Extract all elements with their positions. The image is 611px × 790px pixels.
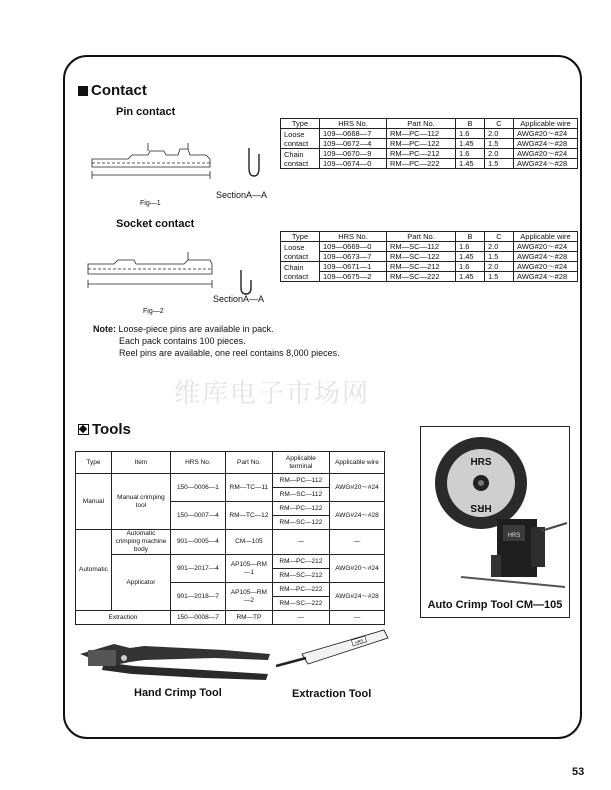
extraction-tool-caption: Extraction Tool xyxy=(292,688,372,700)
hrs-cell: 109—0670—9 xyxy=(320,149,387,159)
table-row xyxy=(281,252,578,262)
terminal-cell: RM—PC—212 xyxy=(272,555,329,569)
extraction-tool-mark: HRS xyxy=(354,637,364,646)
hrs-cell: 901—2018—7 xyxy=(170,583,225,611)
reel-label-bottom: HRS xyxy=(470,502,492,513)
c-cell: 1.5 xyxy=(485,159,514,169)
wire-cell: — xyxy=(329,611,384,625)
note-line: Reel pins are available, one reel contains 8,000 pieces. xyxy=(119,348,340,358)
square-bullet-icon xyxy=(78,86,88,96)
b-cell: 1.45 xyxy=(456,139,485,149)
table-row xyxy=(281,262,578,272)
socket-contact-heading: Socket contact xyxy=(116,218,195,230)
part-cell: RM—SC—222 xyxy=(387,272,456,282)
socket-section-caption: SectionA—A xyxy=(213,294,265,304)
header-item: Item xyxy=(111,452,170,474)
hrs-cell: 109—0669—0 xyxy=(320,242,387,252)
part-cell: RM—SC—112 xyxy=(387,242,456,252)
machine-logo: HRS xyxy=(507,533,521,539)
b-cell: 1.45 xyxy=(456,252,485,262)
auto-crimp-tool-figure xyxy=(420,426,570,618)
wire-cell: AWG#20〜#24 xyxy=(514,129,578,139)
c-cell: 1.5 xyxy=(485,272,514,282)
type-cell: Loose contact xyxy=(281,129,320,149)
b-cell: 1.45 xyxy=(456,159,485,169)
header-type: Type xyxy=(281,119,320,129)
header-applicable-terminal: Applicable terminal xyxy=(272,452,329,474)
auto-crimp-tool-caption: Auto Crimp Tool CM—105 xyxy=(427,599,563,611)
wire-cell: AWG#20〜#24 xyxy=(514,262,578,272)
table-row xyxy=(281,242,578,252)
hand-crimp-tool-image xyxy=(74,636,274,682)
header-type: Type xyxy=(76,452,112,474)
type-cell: Chain contact xyxy=(281,262,320,282)
terminal-cell: RM—PC—222 xyxy=(272,583,329,597)
table-header-row xyxy=(281,232,578,242)
b-cell: 1.6 xyxy=(456,129,485,139)
part-cell: AP105—RM—1 xyxy=(225,555,272,583)
part-cell: CM—105 xyxy=(225,530,272,555)
pin-contact-drawing xyxy=(88,137,218,187)
type-cell: Automatic xyxy=(76,530,112,611)
pin-section-drawing xyxy=(244,144,264,180)
note-block xyxy=(93,323,340,359)
terminal-cell: RM—SC—212 xyxy=(272,569,329,583)
terminal-cell: — xyxy=(272,530,329,555)
type-cell: Manual xyxy=(76,474,112,530)
b-cell: 1.6 xyxy=(456,242,485,252)
c-cell: 2.0 xyxy=(485,129,514,139)
c-cell: 2.0 xyxy=(485,262,514,272)
type-cell: Chain contact xyxy=(281,149,320,169)
c-cell: 1.5 xyxy=(485,139,514,149)
part-cell: RM—PC—222 xyxy=(387,159,456,169)
part-cell: RM—TP xyxy=(225,611,272,625)
terminal-cell: RM—SC—222 xyxy=(272,597,329,611)
pin-contact-heading: Pin contact xyxy=(116,106,176,118)
contact-heading xyxy=(78,82,147,99)
part-cell: RM—PC—212 xyxy=(387,149,456,159)
page-number: 53 xyxy=(572,766,585,778)
part-cell: RM—PC—112 xyxy=(387,129,456,139)
reel-label-top: HRS xyxy=(470,457,492,468)
part-cell: RM—TC—12 xyxy=(225,502,272,530)
table-row xyxy=(281,139,578,149)
pin-figure-caption: Fig—1 xyxy=(140,200,161,207)
wire-cell: AWG#24〜#28 xyxy=(329,502,384,530)
c-cell: 2.0 xyxy=(485,149,514,159)
header-c: C xyxy=(485,119,514,129)
terminal-cell: RM—PC—122 xyxy=(272,502,329,516)
hrs-cell: 901—2017—4 xyxy=(170,555,225,583)
type-cell: Loose contact xyxy=(281,242,320,262)
header-part-no: Part No. xyxy=(387,232,456,242)
table-header-row xyxy=(76,452,385,474)
item-cell: Extraction xyxy=(76,611,171,625)
wire-cell: AWG#24〜#28 xyxy=(514,252,578,262)
item-cell: Manual crimping tool xyxy=(111,474,170,530)
wire-cell: AWG#24〜#28 xyxy=(514,139,578,149)
auto-crimp-tool-image xyxy=(421,427,569,597)
socket-contact-table xyxy=(280,231,578,282)
b-cell: 1.6 xyxy=(456,149,485,159)
note-line: Loose-piece pins are available in pack. xyxy=(118,324,274,334)
note-label: Note: xyxy=(93,324,116,334)
watermark: 维库电子市场网 xyxy=(174,379,371,409)
diamond-bullet-icon xyxy=(78,424,89,435)
table-row xyxy=(281,272,578,282)
table-row xyxy=(76,474,385,488)
header-hrs-no: HRS No. xyxy=(320,119,387,129)
hrs-cell: 109—0671—1 xyxy=(320,262,387,272)
table-header-row xyxy=(281,119,578,129)
hrs-cell: 150—0007—4 xyxy=(170,502,225,530)
table-row xyxy=(76,611,385,625)
wire-cell: AWG#24〜#28 xyxy=(329,583,384,611)
pin-section-caption: SectionA—A xyxy=(216,190,268,200)
header-b: B xyxy=(456,119,485,129)
part-cell: AP105—RM—2 xyxy=(225,583,272,611)
hrs-cell: 901—0005—4 xyxy=(170,530,225,555)
header-part-no: Part No. xyxy=(225,452,272,474)
wire-cell: AWG#24〜#28 xyxy=(514,159,578,169)
terminal-cell: RM—SC—112 xyxy=(272,488,329,502)
note-line: Each pack contains 100 pieces. xyxy=(119,336,246,346)
table-row xyxy=(76,555,385,569)
hrs-cell: 150—0008—7 xyxy=(170,611,225,625)
hrs-cell: 109—0675—2 xyxy=(320,272,387,282)
contact-title: Contact xyxy=(91,82,147,99)
header-type: Type xyxy=(281,232,320,242)
part-cell: RM—PC—122 xyxy=(387,139,456,149)
header-applicable-wire: Applicable wire xyxy=(514,232,578,242)
terminal-cell: RM—PC—112 xyxy=(272,474,329,488)
table-row xyxy=(281,129,578,139)
tools-table xyxy=(75,451,385,625)
terminal-cell: — xyxy=(272,611,329,625)
wire-cell: AWG#24〜#28 xyxy=(514,272,578,282)
header-applicable-wire: Applicable wire xyxy=(329,452,384,474)
header-hrs-no: HRS No. xyxy=(170,452,225,474)
hand-crimp-tool-caption: Hand Crimp Tool xyxy=(134,687,222,699)
item-cell: Applicator xyxy=(111,555,170,611)
terminal-cell: RM—SC—122 xyxy=(272,516,329,530)
b-cell: 1.6 xyxy=(456,262,485,272)
c-cell: 2.0 xyxy=(485,242,514,252)
tools-title: Tools xyxy=(92,421,131,438)
table-row xyxy=(281,159,578,169)
wire-cell: AWG#20〜#24 xyxy=(514,149,578,159)
wire-cell: AWG#20〜#24 xyxy=(329,555,384,583)
header-hrs-no: HRS No. xyxy=(320,232,387,242)
table-row xyxy=(281,149,578,159)
item-cell: Automatic crimping machine body xyxy=(111,530,170,555)
socket-contact-drawing xyxy=(84,250,218,298)
header-part-no: Part No. xyxy=(387,119,456,129)
wire-cell: — xyxy=(329,530,384,555)
pin-contact-table xyxy=(280,118,578,169)
hrs-cell: 150—0006—1 xyxy=(170,474,225,502)
hrs-cell: 109—0674—0 xyxy=(320,159,387,169)
hrs-cell: 109—0673—7 xyxy=(320,252,387,262)
c-cell: 1.5 xyxy=(485,252,514,262)
wire-cell: AWG#20〜#24 xyxy=(514,242,578,252)
part-cell: RM—SC—122 xyxy=(387,252,456,262)
part-cell: RM—TC—11 xyxy=(225,474,272,502)
header-c: C xyxy=(485,232,514,242)
hrs-cell: 109—0668—7 xyxy=(320,129,387,139)
header-b: B xyxy=(456,232,485,242)
header-applicable-wire: Applicable wire xyxy=(514,119,578,129)
wire-cell: AWG#20〜#24 xyxy=(329,474,384,502)
table-row xyxy=(76,530,385,555)
b-cell: 1.45 xyxy=(456,272,485,282)
extraction-tool-image xyxy=(272,624,392,672)
part-cell: RM—SC—212 xyxy=(387,262,456,272)
hrs-cell: 109—0672—4 xyxy=(320,139,387,149)
tools-heading xyxy=(78,421,131,438)
socket-figure-caption: Fig—2 xyxy=(143,308,164,315)
